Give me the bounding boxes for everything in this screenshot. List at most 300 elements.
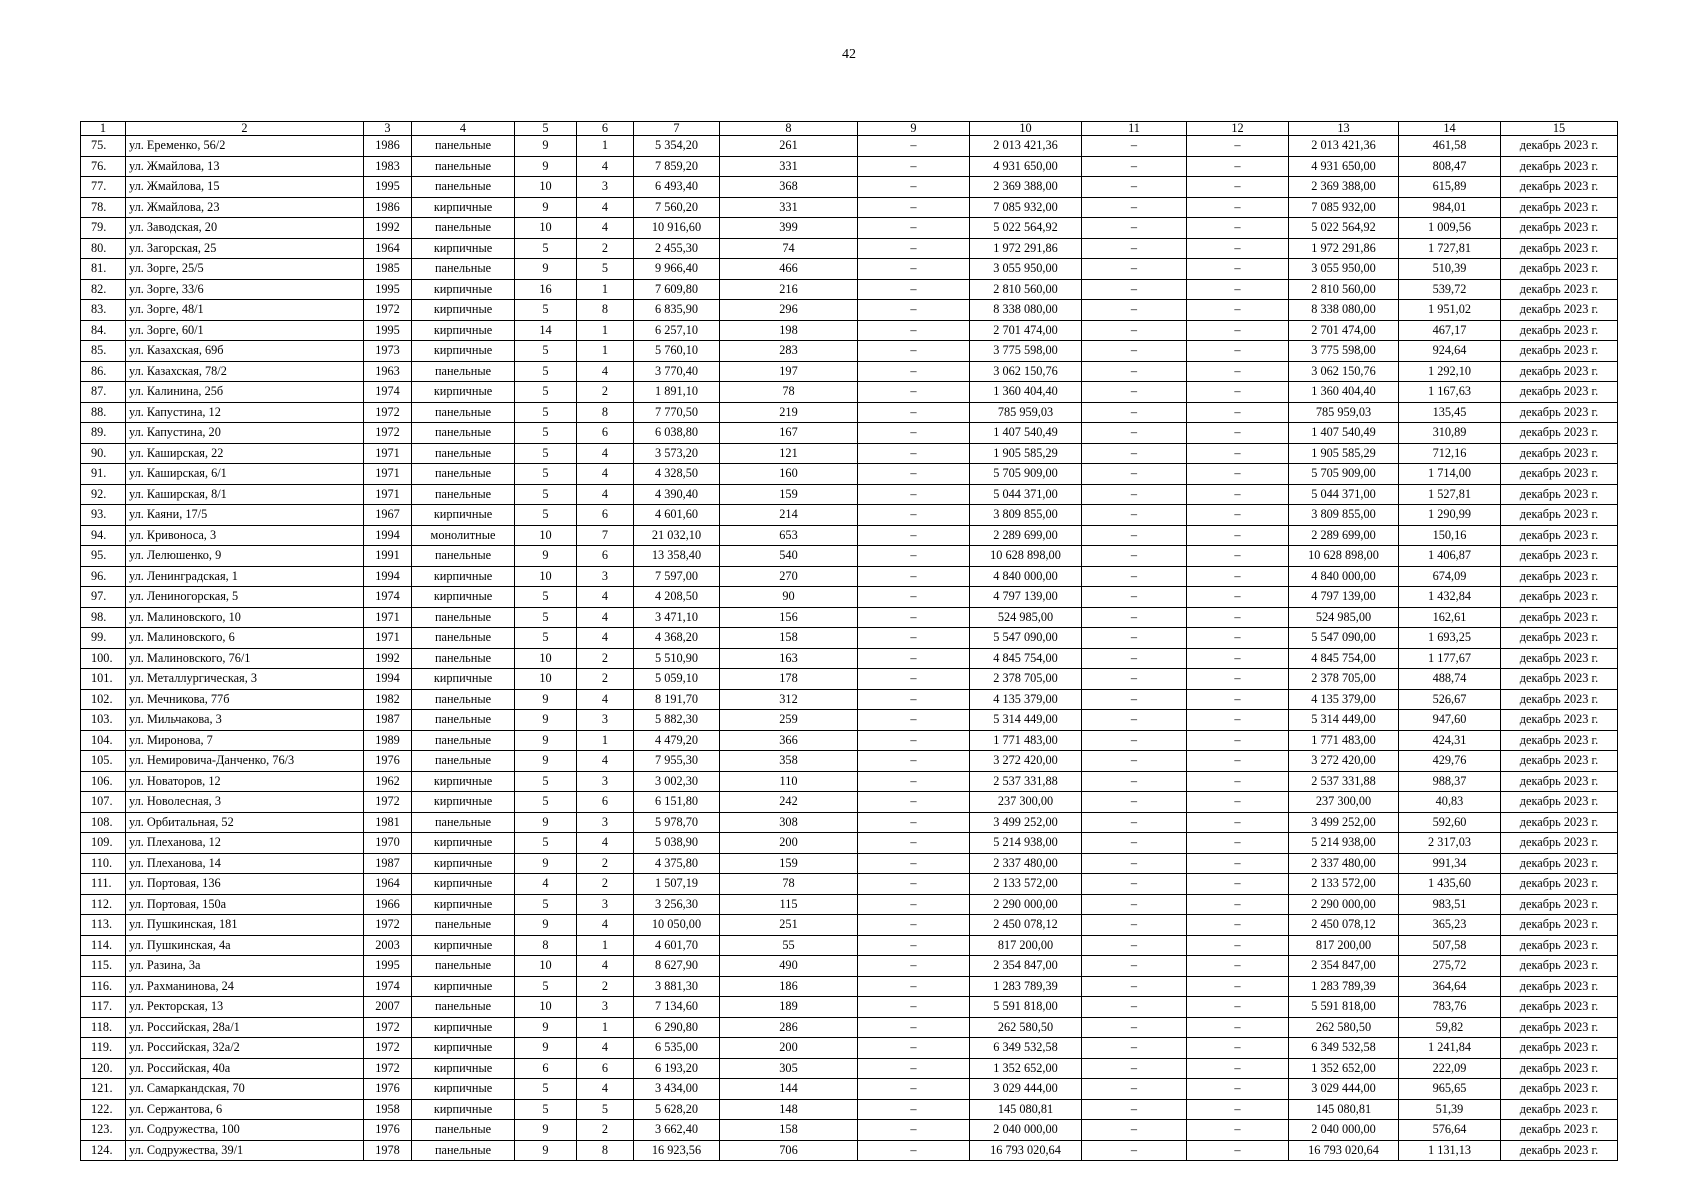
table-cell: 783,76 (1399, 997, 1501, 1018)
table-cell: 1972 (364, 300, 412, 321)
table-cell: 159 (720, 484, 858, 505)
table-cell: декабрь 2023 г. (1501, 833, 1618, 854)
table-cell: 5 059,10 (634, 669, 720, 690)
table-cell: панельные (412, 1120, 515, 1141)
table-cell: – (1187, 279, 1289, 300)
table-cell: декабрь 2023 г. (1501, 218, 1618, 239)
table-cell: 808,47 (1399, 156, 1501, 177)
table-cell: 5 (515, 402, 577, 423)
table-cell: 4 (577, 956, 634, 977)
table-cell: 119. (81, 1038, 126, 1059)
table-cell: ул. Малиновского, 76/1 (126, 648, 364, 669)
table-cell: 1994 (364, 525, 412, 546)
table-cell: 1 771 483,00 (1289, 730, 1399, 751)
table-cell: 2007 (364, 997, 412, 1018)
table-cell: 399 (720, 218, 858, 239)
table-cell: 5 (515, 792, 577, 813)
table-cell: 114. (81, 935, 126, 956)
table-cell: декабрь 2023 г. (1501, 402, 1618, 423)
table-cell: – (1187, 423, 1289, 444)
table-cell: – (858, 320, 970, 341)
table-cell: – (1082, 300, 1187, 321)
table-cell: 4 797 139,00 (970, 587, 1082, 608)
table-cell: – (1187, 997, 1289, 1018)
table-cell: – (1187, 566, 1289, 587)
table-cell: кирпичные (412, 1079, 515, 1100)
table-cell: 270 (720, 566, 858, 587)
table-cell: 4 (577, 484, 634, 505)
table-cell: 189 (720, 997, 858, 1018)
table-cell: – (1082, 997, 1187, 1018)
table-cell: ул. Сержантова, 6 (126, 1099, 364, 1120)
table-cell: 3 029 444,00 (970, 1079, 1082, 1100)
table-cell: 4 931 650,00 (970, 156, 1082, 177)
table-cell: 4 (577, 833, 634, 854)
table-cell: – (1082, 484, 1187, 505)
table-cell: 1981 (364, 812, 412, 833)
table-cell: 674,09 (1399, 566, 1501, 587)
table-cell: 1 406,87 (1399, 546, 1501, 567)
table-cell: 4 (577, 915, 634, 936)
table-cell: 507,58 (1399, 935, 1501, 956)
table-cell: кирпичные (412, 1017, 515, 1038)
table-cell: 5 978,70 (634, 812, 720, 833)
table-cell: 5 022 564,92 (1289, 218, 1399, 239)
table-cell: 2 289 699,00 (1289, 525, 1399, 546)
table-cell: – (1187, 197, 1289, 218)
table-cell: ул. Портовая, 150а (126, 894, 364, 915)
table-cell: 4 375,80 (634, 853, 720, 874)
table-cell: – (858, 443, 970, 464)
table-cell: 117. (81, 997, 126, 1018)
table-cell: – (858, 669, 970, 690)
table-cell: ул. Российская, 32а/2 (126, 1038, 364, 1059)
table-cell: 4 601,60 (634, 505, 720, 526)
table-cell: – (858, 218, 970, 239)
table-cell: 539,72 (1399, 279, 1501, 300)
table-cell: ул. Казахская, 78/2 (126, 361, 364, 382)
table-cell: 6 151,80 (634, 792, 720, 813)
column-header: 11 (1082, 122, 1187, 136)
table-row (81, 853, 1618, 874)
table-cell: декабрь 2023 г. (1501, 156, 1618, 177)
table-cell: 40,83 (1399, 792, 1501, 813)
table-cell: – (1187, 177, 1289, 198)
table-cell: 121. (81, 1079, 126, 1100)
table-cell: 2 013 421,36 (970, 136, 1082, 157)
table-cell: 5 (515, 484, 577, 505)
table-cell: – (1187, 751, 1289, 772)
table-cell: 9 (515, 259, 577, 280)
table-cell: 8 (577, 1140, 634, 1161)
table-cell: 1972 (364, 1058, 412, 1079)
table-cell: декабрь 2023 г. (1501, 628, 1618, 649)
table-cell: 524 985,00 (1289, 607, 1399, 628)
table-cell: 3 573,20 (634, 443, 720, 464)
table-cell: 115. (81, 956, 126, 977)
table-cell: ул. Портовая, 136 (126, 874, 364, 895)
table-cell: 158 (720, 1120, 858, 1141)
table-cell: 4 (577, 464, 634, 485)
table-cell: 156 (720, 607, 858, 628)
table-cell: ул. Плеханова, 12 (126, 833, 364, 854)
table-cell: 1 714,00 (1399, 464, 1501, 485)
table-cell: 2 289 699,00 (970, 525, 1082, 546)
table-cell: 2 (577, 382, 634, 403)
table-cell: декабрь 2023 г. (1501, 976, 1618, 997)
table-cell: панельные (412, 361, 515, 382)
table-cell: 96. (81, 566, 126, 587)
table-cell: декабрь 2023 г. (1501, 464, 1618, 485)
table-cell: – (1187, 1038, 1289, 1059)
table-cell: 368 (720, 177, 858, 198)
table-cell: – (1082, 812, 1187, 833)
table-cell: 6 (515, 1058, 577, 1079)
table-cell: 1995 (364, 279, 412, 300)
table-cell: 145 080,81 (970, 1099, 1082, 1120)
table-cell: панельные (412, 730, 515, 751)
table-cell: 122. (81, 1099, 126, 1120)
table-cell: – (1082, 833, 1187, 854)
table-cell: – (1187, 525, 1289, 546)
table-cell: ул. Мильчакова, 3 (126, 710, 364, 731)
table-cell: 5 (515, 607, 577, 628)
table-cell: 16 793 020,64 (970, 1140, 1082, 1161)
table-cell: панельные (412, 607, 515, 628)
table-cell: ул. Ректорская, 13 (126, 997, 364, 1018)
table-cell: 214 (720, 505, 858, 526)
table-cell: 1983 (364, 156, 412, 177)
column-number-row (81, 122, 1618, 136)
table-cell: 1972 (364, 423, 412, 444)
table-cell: 111. (81, 874, 126, 895)
table-cell: декабрь 2023 г. (1501, 423, 1618, 444)
table-cell: 984,01 (1399, 197, 1501, 218)
table-cell: 1 905 585,29 (970, 443, 1082, 464)
table-cell: 1970 (364, 833, 412, 854)
table-cell: – (1187, 710, 1289, 731)
table-cell: 3 775 598,00 (1289, 341, 1399, 362)
table-cell: ул. Зорге, 25/5 (126, 259, 364, 280)
table-cell: 115 (720, 894, 858, 915)
table-cell: – (1187, 136, 1289, 157)
table-cell: – (1187, 915, 1289, 936)
table-cell: ул. Лениногорская, 5 (126, 587, 364, 608)
table-cell: 2 537 331,88 (970, 771, 1082, 792)
table-cell: 8 338 080,00 (1289, 300, 1399, 321)
table-cell: 1967 (364, 505, 412, 526)
table-cell: 1962 (364, 771, 412, 792)
table-row (81, 402, 1618, 423)
table-cell: 1 507,19 (634, 874, 720, 895)
table-cell: 1985 (364, 259, 412, 280)
table-row (81, 505, 1618, 526)
table-cell: 1 972 291,86 (970, 238, 1082, 259)
table-cell: 2 455,30 (634, 238, 720, 259)
table-cell: панельные (412, 259, 515, 280)
table-cell: 102. (81, 689, 126, 710)
table-cell: кирпичные (412, 853, 515, 874)
table-cell: ул. Калинина, 25б (126, 382, 364, 403)
table-cell: 55 (720, 935, 858, 956)
table-row (81, 669, 1618, 690)
table-row (81, 710, 1618, 731)
table-cell: 10 628 898,00 (1289, 546, 1399, 567)
table-cell: панельные (412, 156, 515, 177)
table-cell: – (858, 976, 970, 997)
table-cell: 6 349 532,58 (970, 1038, 1082, 1059)
table-cell: панельные (412, 402, 515, 423)
table-cell: 262 580,50 (970, 1017, 1082, 1038)
table-cell: 4 (515, 874, 577, 895)
table-cell: 8 338 080,00 (970, 300, 1082, 321)
table-cell: 118. (81, 1017, 126, 1038)
table-cell: – (1187, 874, 1289, 895)
table-cell: – (1082, 218, 1187, 239)
table-cell: 4 (577, 751, 634, 772)
table-cell: 4 845 754,00 (970, 648, 1082, 669)
table-cell: 3 434,00 (634, 1079, 720, 1100)
column-header: 6 (577, 122, 634, 136)
table-cell: – (1187, 1120, 1289, 1141)
table-cell: 7 955,30 (634, 751, 720, 772)
table-cell: 1 407 540,49 (1289, 423, 1399, 444)
table-cell: – (858, 361, 970, 382)
table-cell: – (1082, 259, 1187, 280)
table-cell: декабрь 2023 г. (1501, 1099, 1618, 1120)
table-cell: 1 131,13 (1399, 1140, 1501, 1161)
table-cell: 5 (515, 341, 577, 362)
table-cell: 9 (515, 197, 577, 218)
table-cell: – (1082, 546, 1187, 567)
table-row (81, 1058, 1618, 1079)
table-cell: кирпичные (412, 976, 515, 997)
table-cell: 5 (515, 382, 577, 403)
table-cell: – (858, 136, 970, 157)
table-cell: – (858, 464, 970, 485)
table-cell: – (858, 607, 970, 628)
table-cell: кирпичные (412, 669, 515, 690)
table-cell: 78 (720, 874, 858, 895)
table-cell: 310,89 (1399, 423, 1501, 444)
table-row (81, 218, 1618, 239)
table-row (81, 238, 1618, 259)
table-cell: 75. (81, 136, 126, 157)
table-cell: 1 (577, 1017, 634, 1038)
table-row (81, 423, 1618, 444)
table-cell: – (858, 956, 970, 977)
table-cell: 3 272 420,00 (1289, 751, 1399, 772)
column-header: 5 (515, 122, 577, 136)
table-cell: ул. Каяни, 17/5 (126, 505, 364, 526)
table-cell: 1 905 585,29 (1289, 443, 1399, 464)
table-row (81, 997, 1618, 1018)
table-cell: – (1082, 1017, 1187, 1038)
table-cell: 488,74 (1399, 669, 1501, 690)
table-cell: 3 662,40 (634, 1120, 720, 1141)
table-cell: ул. Кривоноса, 3 (126, 525, 364, 546)
table-cell: 510,39 (1399, 259, 1501, 280)
table-cell: 200 (720, 1038, 858, 1059)
table-cell: ул. Пушкинская, 4а (126, 935, 364, 956)
table-cell: 5 314 449,00 (1289, 710, 1399, 731)
table-cell: ул. Металлургическая, 3 (126, 669, 364, 690)
table-cell: декабрь 2023 г. (1501, 197, 1618, 218)
table-cell: 1 972 291,86 (1289, 238, 1399, 259)
table-cell: ул. Каширская, 22 (126, 443, 364, 464)
table-cell: 1 283 789,39 (970, 976, 1082, 997)
table-cell: 2 317,03 (1399, 833, 1501, 854)
table-cell: 3 499 252,00 (1289, 812, 1399, 833)
table-cell: 424,31 (1399, 730, 1501, 751)
table-cell: 308 (720, 812, 858, 833)
table-cell: 107. (81, 792, 126, 813)
table-cell: – (858, 238, 970, 259)
table-cell: декабрь 2023 г. (1501, 1140, 1618, 1161)
table-cell: – (858, 279, 970, 300)
table-cell: декабрь 2023 г. (1501, 648, 1618, 669)
table-cell: 1994 (364, 669, 412, 690)
table-cell: – (858, 197, 970, 218)
table-cell: 5 (515, 628, 577, 649)
table-cell: ул. Заводская, 20 (126, 218, 364, 239)
table-cell: – (1082, 361, 1187, 382)
table-cell: кирпичные (412, 1038, 515, 1059)
table-cell: кирпичные (412, 1058, 515, 1079)
table-cell: – (1082, 1140, 1187, 1161)
table-cell: 10 (515, 525, 577, 546)
table-cell: – (1187, 238, 1289, 259)
table-cell: 158 (720, 628, 858, 649)
table-cell: декабрь 2023 г. (1501, 136, 1618, 157)
table-cell: 3 471,10 (634, 607, 720, 628)
table-cell: 91. (81, 464, 126, 485)
table-cell: – (1082, 628, 1187, 649)
table-cell: – (1187, 730, 1289, 751)
table-cell: 81. (81, 259, 126, 280)
table-cell: панельные (412, 484, 515, 505)
table-row (81, 956, 1618, 977)
table-cell: 5 760,10 (634, 341, 720, 362)
table-cell: 5 705 909,00 (970, 464, 1082, 485)
table-cell: кирпичные (412, 1099, 515, 1120)
table-cell: 86. (81, 361, 126, 382)
table-cell: 365,23 (1399, 915, 1501, 936)
table-cell: 6 (577, 1058, 634, 1079)
table-cell: ул. Ленинградская, 1 (126, 566, 364, 587)
table-cell: 1 407 540,49 (970, 423, 1082, 444)
table-cell: – (858, 812, 970, 833)
table-cell: 305 (720, 1058, 858, 1079)
table-cell: 5 (515, 238, 577, 259)
table-cell: 106. (81, 771, 126, 792)
table-cell: – (1082, 1038, 1187, 1059)
table-cell: – (1187, 607, 1289, 628)
table-cell: 364,64 (1399, 976, 1501, 997)
table-cell: 1964 (364, 874, 412, 895)
table-cell: 2 (577, 976, 634, 997)
table-cell: – (1187, 259, 1289, 280)
table-cell: 6 290,80 (634, 1017, 720, 1038)
table-cell: 2 450 078,12 (1289, 915, 1399, 936)
table-cell: 6 038,80 (634, 423, 720, 444)
table-cell: – (858, 1038, 970, 1059)
table-row (81, 156, 1618, 177)
table-cell: 312 (720, 689, 858, 710)
table-cell: 1 (577, 935, 634, 956)
table-cell: 7 859,20 (634, 156, 720, 177)
table-cell: кирпичные (412, 792, 515, 813)
table-cell: 1995 (364, 320, 412, 341)
table-row (81, 607, 1618, 628)
table-cell: – (858, 894, 970, 915)
table-row (81, 361, 1618, 382)
table-cell: 712,16 (1399, 443, 1501, 464)
table-cell: – (1082, 915, 1187, 936)
table-cell: – (1082, 1079, 1187, 1100)
table-cell: 3 055 950,00 (970, 259, 1082, 280)
table-cell: – (858, 710, 970, 731)
table-cell: – (858, 915, 970, 936)
table-cell: 4 135 379,00 (970, 689, 1082, 710)
table-cell: 3 499 252,00 (970, 812, 1082, 833)
table-cell: 1976 (364, 1079, 412, 1100)
table-cell: панельные (412, 546, 515, 567)
table-cell: 1971 (364, 607, 412, 628)
table-cell: 785 959,03 (970, 402, 1082, 423)
table-cell: 5 214 938,00 (970, 833, 1082, 854)
table-cell: – (858, 156, 970, 177)
table-cell: – (1187, 382, 1289, 403)
table-cell: 162,61 (1399, 607, 1501, 628)
table-cell: 1 435,60 (1399, 874, 1501, 895)
table-cell: 1 771 483,00 (970, 730, 1082, 751)
table-cell: декабрь 2023 г. (1501, 607, 1618, 628)
table-cell: 5 (515, 894, 577, 915)
table-cell: панельные (412, 464, 515, 485)
table-cell: 7 560,20 (634, 197, 720, 218)
table-cell: 1987 (364, 853, 412, 874)
table-cell: 10 (515, 997, 577, 1018)
table-cell: декабрь 2023 г. (1501, 546, 1618, 567)
table-cell: ул. Содружества, 39/1 (126, 1140, 364, 1161)
table-cell: 1 891,10 (634, 382, 720, 403)
table-cell: – (858, 546, 970, 567)
table-cell: 1 167,63 (1399, 382, 1501, 403)
table-cell: 16 923,56 (634, 1140, 720, 1161)
table-cell: декабрь 2023 г. (1501, 1058, 1618, 1079)
table-cell: 2 354 847,00 (1289, 956, 1399, 977)
table-cell: 5 214 938,00 (1289, 833, 1399, 854)
table-cell: декабрь 2023 г. (1501, 505, 1618, 526)
table-cell: 1 292,10 (1399, 361, 1501, 382)
table-cell: 1971 (364, 484, 412, 505)
table-cell: 4 (577, 197, 634, 218)
table-cell: 159 (720, 853, 858, 874)
table-cell: 3 (577, 566, 634, 587)
table-cell: – (1082, 956, 1187, 977)
table-cell: 4 479,20 (634, 730, 720, 751)
table-cell: – (1082, 1058, 1187, 1079)
table-cell: – (1187, 505, 1289, 526)
table-cell: 817 200,00 (970, 935, 1082, 956)
table-cell: – (1187, 976, 1289, 997)
table-cell: кирпичные (412, 320, 515, 341)
table-cell: 88. (81, 402, 126, 423)
table-cell: 3 809 855,00 (1289, 505, 1399, 526)
table-cell: 10 916,60 (634, 218, 720, 239)
table-cell: декабрь 2023 г. (1501, 566, 1618, 587)
